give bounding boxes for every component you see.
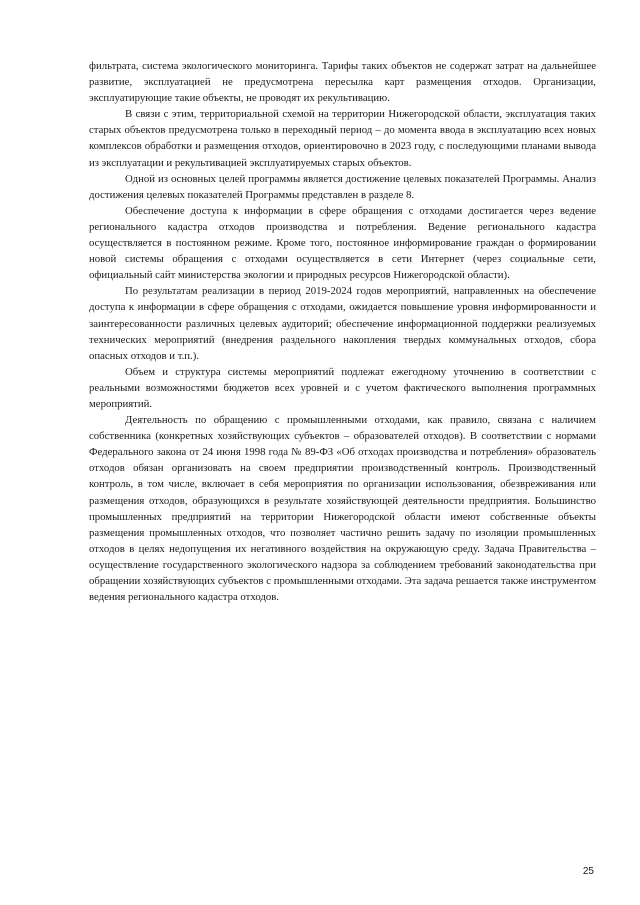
- paragraph-annual-refinement: Объем и структура системы мероприятий подлежат ежегодному уточнению в соответствии с реальными возможностями бюджетов всех уровней и с учетом фактического выполнения программных мероприятий.: [89, 365, 596, 410]
- paragraph-territorial-scheme: В связи с этим, территориальной схемой на территории Нижегородской области, эксплуатация таких старых объектов предусмотрена только в переходный период – до момента ввода в эксплуатацию всех новых комплексов обработки и размещения отходов, ориентировочно в 2023 году, с последующими планами вывода из эксплуатации и рекультивацией эксплуатируемых старых объектов.: [89, 108, 596, 169]
- paragraph-continued: фильтрата, система экологического мониторинга. Тарифы таких объектов не содержат затрат на дальнейшее развитие, эксплуатацией не предусмотрена пересылка карт размещения отходов. Организации, эксплуатирующие такие объекты, не проводят их рекультивацию.: [89, 60, 596, 105]
- document-body: [89, 58, 596, 605]
- paragraph-industrial-waste: Деятельность по обращению с промышленными отходами, как правило, связана с наличием собственника (конкретных хозяйствующих субъектов – образователей отходов). В соответствии с нормами Федерального закона от 24 июня 1998 года № 89-ФЗ «Об отходах производства и потребления» образователь отходов обязан организовать на своем предприятии производственный контроль. Производственный контроль, в том числе, включает в себя мероприятия по организации использования, обезвреживания или размещения отходов, образующихся в результате хозяйствующей деятельности предприятия. Большинство промышленных предприятий на территории Нижегородской области имеют собственные объекты размещения промышленных отходов, что позволяет частично решить задачу по изоляции промышленных отходов в целях недопущения их негативного воздействия на окружающую среду. Задача Правительства – осуществление государственного экологического надзора за соблюдением требований законодательства при обращении хозяйствующих субъектов с промышленными отходами. Эта задача решается также инструментом ведения регионального кадастра отходов.: [89, 414, 596, 604]
- page-number: 25: [582, 866, 594, 877]
- paragraph-program-goals: Одной из основных целей программы является достижение целевых показателей Программы. Анализ достижения целевых показателей Программы представлен в разделе 8.: [89, 172, 596, 201]
- paragraph-information-access: Обеспечение доступа к информации в сфере обращения с отходами достигается через ведение регионального кадастра отходов производства и потребления. Ведение регионального кадастра осуществляется в постоянном режиме. Кроме того, постоянное информирование граждан о формировании новой системы обращения с отходами осуществляется в сети Интернет (через социальные сети, официальный сайт министерства экологии и природных ресурсов Нижегородской области).: [89, 204, 596, 282]
- paragraph-results-2019-2024: По результатам реализации в период 2019-2024 годов мероприятий, направленных на обеспечение доступа к информации в сфере обращения с отходами, ожидается повышение уровня информированности и заинтересованности различных целевых аудиторий; обеспечение информационной поддержки реализуемых технических мероприятий (внедрения раздельного накопления твердых коммунальных отходов, сбора опасных отходов и т.п.).: [89, 285, 596, 362]
